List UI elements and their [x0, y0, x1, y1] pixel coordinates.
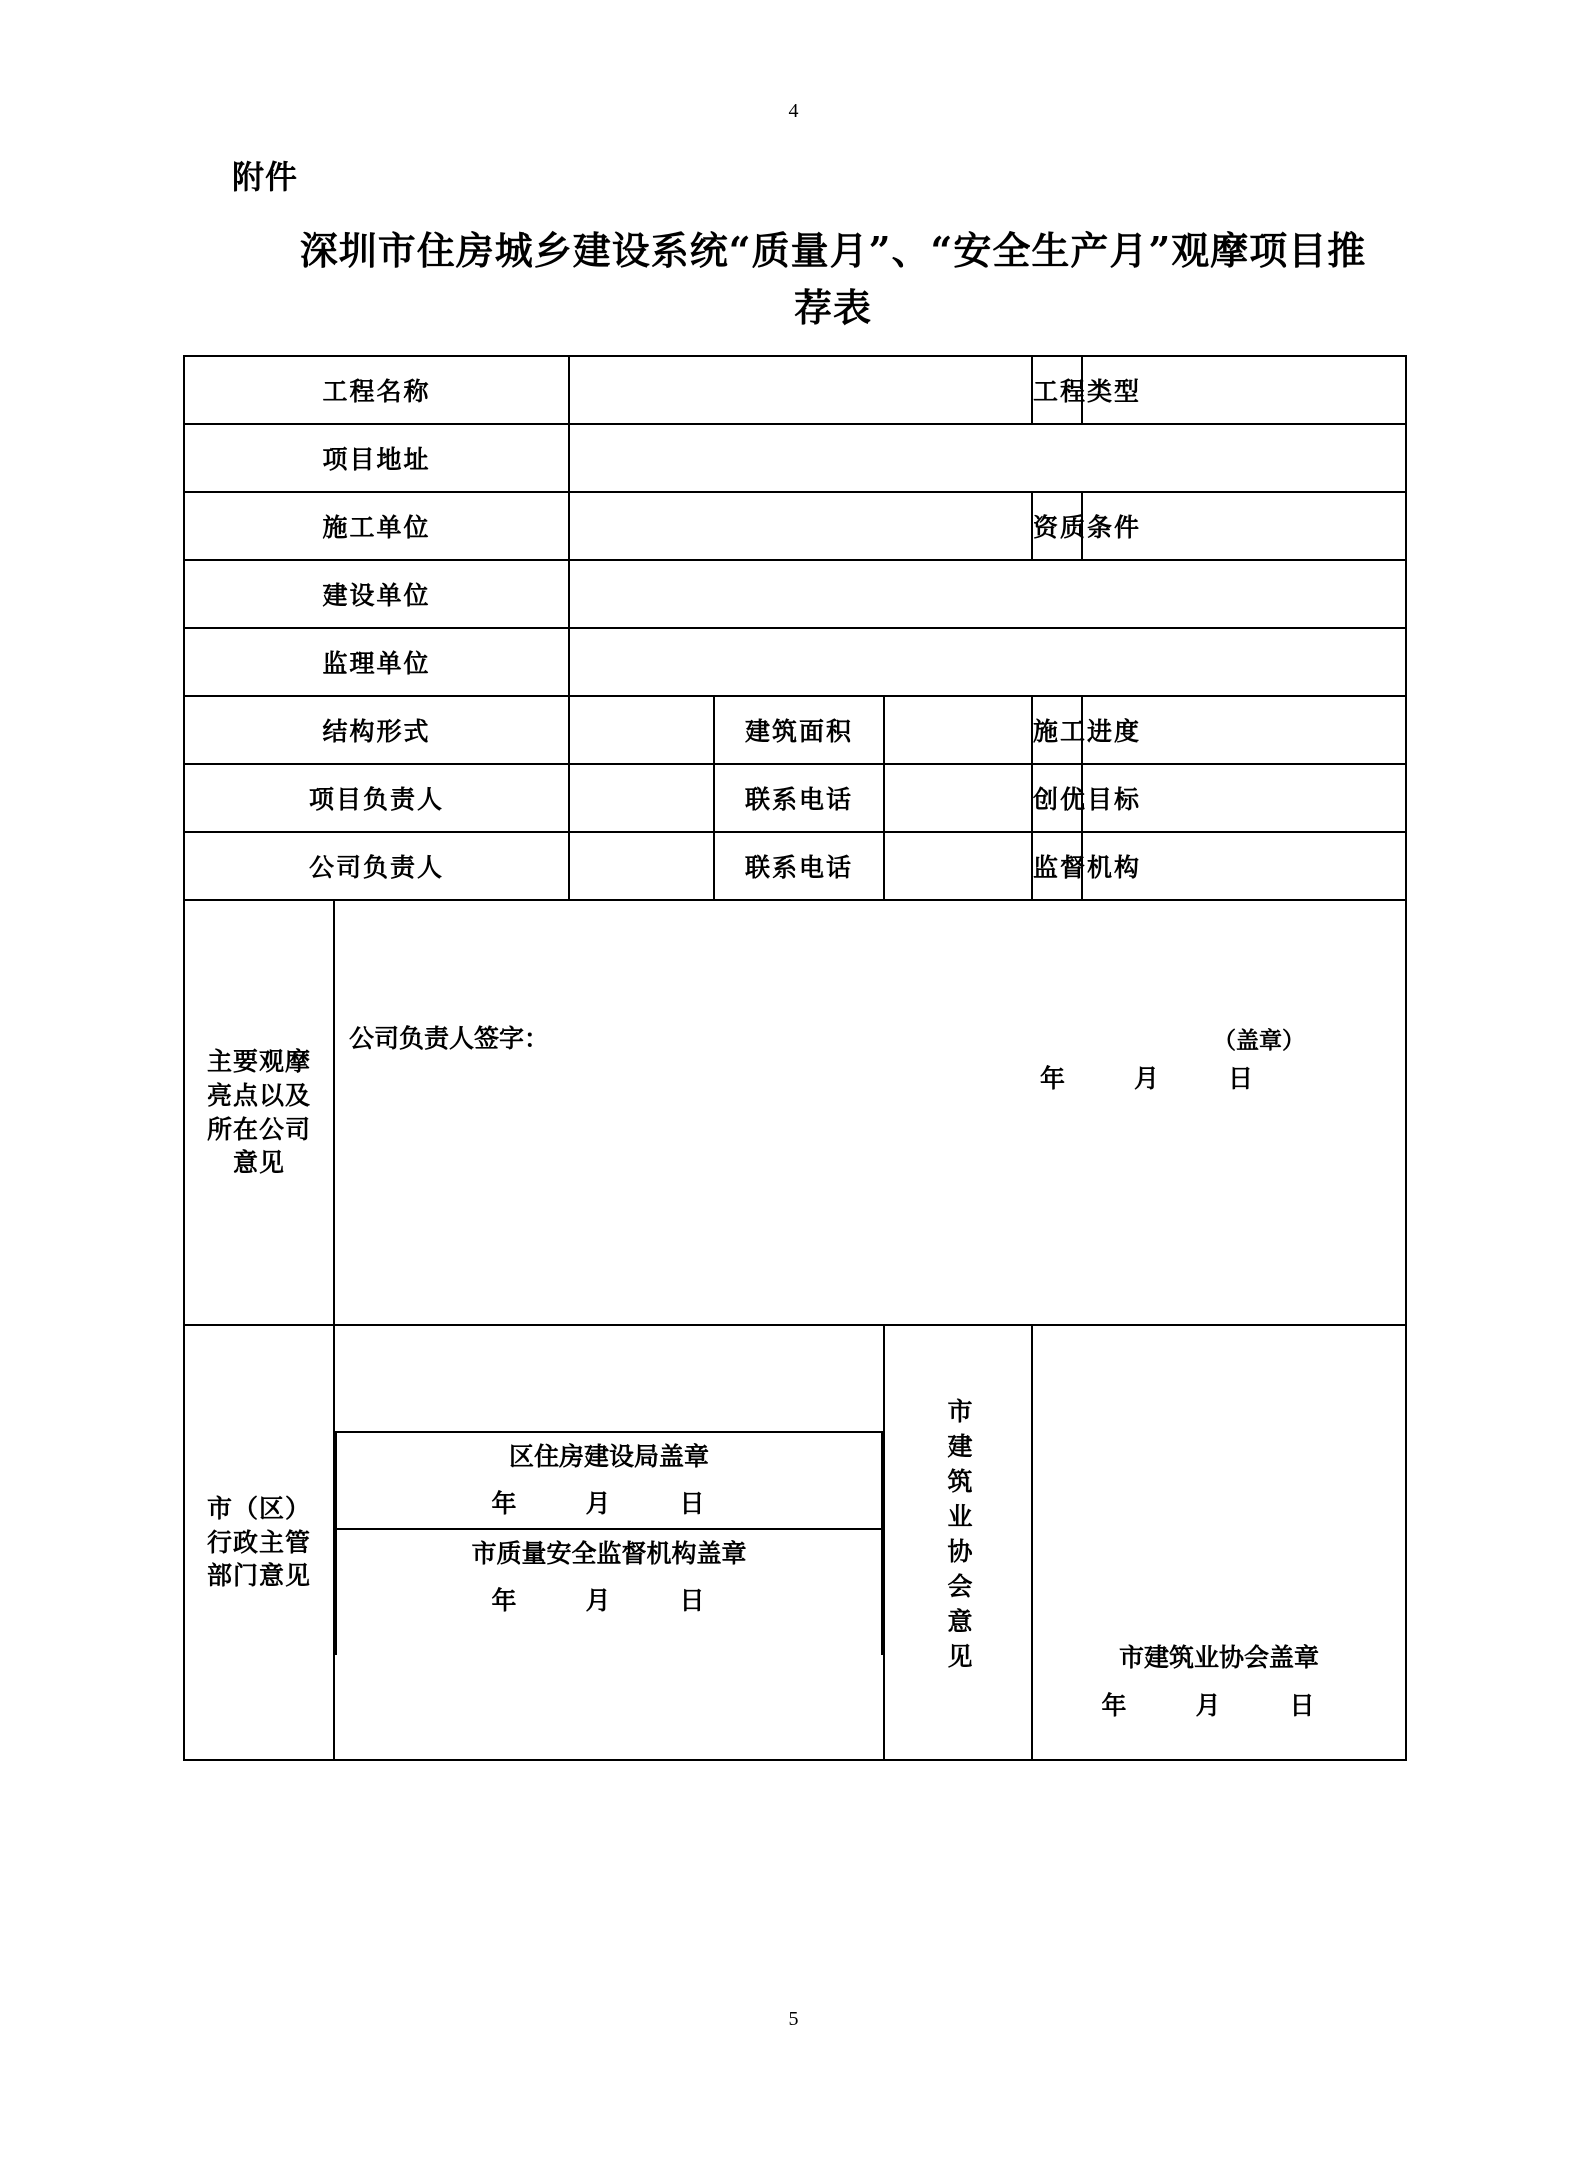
district-bureau-seal-text: 区住房建设局盖章 [509, 1441, 710, 1471]
field-value-project-manager-phone[interactable] [884, 764, 1032, 832]
field-label-qualification: 资质条件 [1032, 492, 1082, 560]
field-label-construction-unit: 施工单位 [184, 492, 569, 560]
table-row [184, 560, 1406, 628]
field-label-quality-goal: 创优目标 [1032, 764, 1082, 832]
field-label-progress: 施工进度 [1032, 696, 1082, 764]
company-date-line: 年 月 日 [1040, 1063, 1276, 1093]
field-value-company-manager[interactable] [569, 832, 714, 900]
association-label-text: 市建筑业协会意见 [944, 1398, 974, 1679]
field-label-association-opinion [884, 1325, 1032, 1760]
field-label-supervisory-agency: 监督机构 [1032, 832, 1082, 900]
authority-seal-blocks[interactable] [334, 1325, 884, 1760]
table-row [184, 764, 1406, 832]
district-bureau-date-text: 年 月 日 [491, 1489, 727, 1518]
field-value-project-address[interactable] [569, 424, 1406, 492]
field-label-project-type: 工程类型 [1032, 356, 1082, 424]
district-bureau-date [337, 1480, 881, 1528]
field-value-highlights[interactable] [334, 900, 1406, 1325]
field-label-supervision-unit: 监理单位 [184, 628, 569, 696]
field-value-structure-type[interactable] [569, 696, 714, 764]
table-row [184, 696, 1406, 764]
field-label-company-manager: 公司负责人 [184, 832, 569, 900]
association-date-text: 年 月 日 [1101, 1690, 1337, 1720]
city-quality-date-text: 年 月 日 [491, 1586, 727, 1615]
page-title: 深圳市住房城乡建设系统“质量月”、“安全生产月”观摩项目推荐表 [299, 228, 1367, 330]
table-row [184, 832, 1406, 900]
field-label-owner-unit: 建设单位 [184, 560, 569, 628]
attachment-label: 附件 [232, 158, 299, 196]
field-label-highlights [184, 900, 334, 1325]
page-number-bottom: 5 [788, 2008, 799, 2030]
table-row-highlights [184, 900, 1406, 1325]
recommendation-form-table [183, 355, 1407, 1761]
association-seal-cell[interactable] [1032, 1325, 1406, 1760]
table-row-authority [184, 1325, 1406, 1760]
authority-block-city-quality [336, 1529, 882, 1655]
page-number-top: 4 [788, 100, 799, 122]
field-value-company-manager-phone[interactable] [884, 832, 1032, 900]
field-value-owner-unit[interactable] [569, 560, 1406, 628]
table-row [184, 628, 1406, 696]
city-quality-date [337, 1577, 881, 1625]
field-label-project-address: 项目地址 [184, 424, 569, 492]
association-seal-text: 市建筑业协会盖章 [1119, 1643, 1320, 1672]
authority-block-district [336, 1432, 882, 1529]
field-value-supervision-unit[interactable] [569, 628, 1406, 696]
table-row [184, 356, 1406, 424]
city-quality-seal-cell[interactable] [336, 1529, 882, 1655]
field-value-project-manager[interactable] [569, 764, 714, 832]
association-date [1033, 1682, 1405, 1730]
company-signature-label: 公司负责人签字： [349, 1023, 550, 1053]
field-label-company-manager-phone: 联系电话 [714, 832, 884, 900]
field-value-floor-area[interactable] [884, 696, 1032, 764]
field-label-authority-opinion [184, 1325, 334, 1760]
authority-label-text: 市（区）行政主管部门意见 [206, 1493, 311, 1591]
field-label-structure-type: 结构形式 [184, 696, 569, 764]
field-label-project-name: 工程名称 [184, 356, 569, 424]
highlights-label-text: 主要观摩亮点以及所在公司意见 [206, 1047, 311, 1178]
field-value-project-name[interactable] [569, 356, 1032, 424]
field-label-project-manager: 项目负责人 [184, 764, 569, 832]
city-quality-seal-text: 市质量安全监督机构盖章 [471, 1538, 747, 1568]
table-row [184, 424, 1406, 492]
field-label-floor-area: 建筑面积 [714, 696, 884, 764]
field-label-project-manager-phone: 联系电话 [714, 764, 884, 832]
company-seal-note: （盖章） [1213, 1026, 1306, 1054]
district-bureau-seal-cell[interactable] [336, 1432, 882, 1529]
authority-inner-table [335, 1431, 883, 1655]
field-value-construction-unit[interactable] [569, 492, 1032, 560]
table-row [184, 492, 1406, 560]
